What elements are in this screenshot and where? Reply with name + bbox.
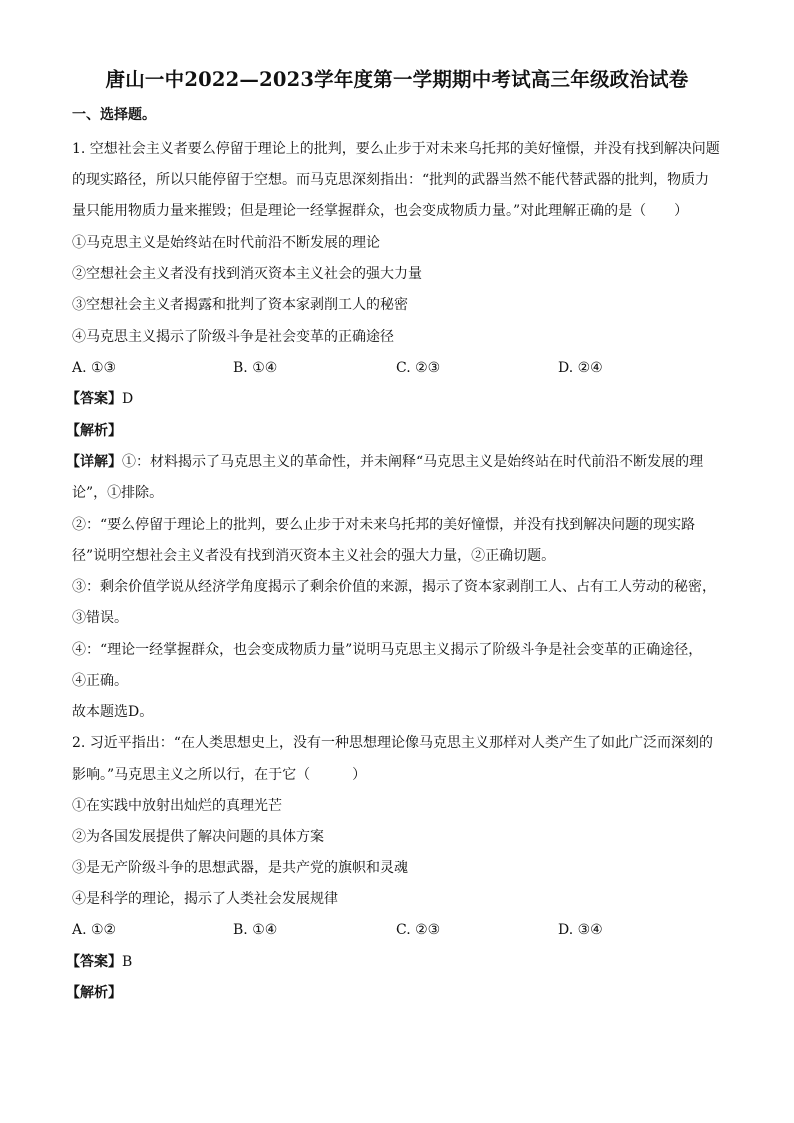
section-heading: 一、选择题。: [72, 107, 156, 123]
q1-statement-3: ③空想社会主义者揭露和批判了资本家剥削工人的秘密: [72, 297, 408, 313]
q2-analysis-label: 【解析】: [66, 985, 122, 1001]
q1-detail-line-8: ④正确。: [72, 673, 128, 689]
q1-detail-line-6: ③错误。: [72, 610, 128, 626]
q1-analysis-label: 【解析】: [66, 423, 122, 439]
q1-answer: [66, 389, 133, 409]
q1-statement-1: ①马克思主义是始终站在时代前沿不断发展的理论: [72, 235, 380, 251]
q1-detail-line-1: [66, 452, 703, 472]
q1-detail-line-9: 故本题选D。: [72, 704, 154, 720]
q1-stem-line-1: 1. 空想社会主义者要么停留于理论上的批判，要么止步于对未来乌托邦的美好憧憬，并没有找到解决问题: [72, 141, 720, 157]
q1-detail-line-5: ③：剩余价值学说从经济学角度揭示了剩余价值的来源，揭示了资本家剥削工人、占有工人劳动的秘密，: [72, 579, 716, 595]
q2-statement-1: ①在实践中放射出灿烂的真理光芒: [72, 798, 282, 814]
q1-statement-2: ②空想社会主义者没有找到消灭资本主义社会的强大力量: [72, 266, 422, 282]
q1-detail-line-4: 径”说明空想社会主义者没有找到消灭资本主义社会的强大力量，②正确切题。: [72, 548, 556, 564]
q1-detail-text-1: ①：材料揭示了马克思主义的革命性，并未阐释“马克思主义是始终站在时代前沿不断发展的理: [122, 454, 704, 470]
q1-detail-label: 【详解】: [66, 454, 122, 470]
q1-option-d: D. ②④: [558, 360, 603, 376]
q2-answer-value: B: [122, 954, 133, 970]
q2-option-d: D. ③④: [558, 922, 603, 938]
q1-option-b: B. ①④: [233, 360, 278, 376]
q1-statement-4: ④马克思主义揭示了阶级斗争是社会变革的正确途径: [72, 329, 394, 345]
q2-answer-label: 【答案】: [66, 954, 122, 970]
q1-detail-line-7: ④：“理论一经掌握群众，也会变成物质力量”说明马克思主义揭示了阶级斗争是社会变革的正确途径，: [72, 642, 703, 658]
q1-detail-line-2: 论”，①排除。: [72, 485, 164, 501]
q2-option-c: C. ②③: [396, 922, 441, 938]
q1-stem-line-2: 的现实路径，所以只能停留于空想。而马克思深刻指出：“批判的武器当然不能代替武器的批判，物质力: [72, 172, 710, 188]
q2-statement-3: ③是无产阶级斗争的思想武器，是共产党的旗帜和灵魂: [72, 860, 408, 876]
q1-detail-line-3: ②：“要么停留于理论上的批判，要么止步于对未来乌托邦的美好憧憬，并没有找到解决问题的现实路: [72, 517, 696, 533]
exam-title: 唐山一中2022—2023学年度第一学期期中考试高三年级政治试卷: [105, 68, 689, 91]
q1-option-a: A. ①③: [72, 360, 117, 376]
q2-option-a: A. ①②: [72, 922, 117, 938]
q2-stem-line-2: 影响。”马克思主义之所以行，在于它（ ）: [72, 767, 367, 783]
q2-statement-4: ④是科学的理论，揭示了人类社会发展规律: [72, 891, 338, 907]
q2-statement-2: ②为各国发展提供了解决问题的具体方案: [72, 829, 324, 845]
q2-option-b: B. ①④: [233, 922, 278, 938]
q1-answer-value: D: [122, 391, 134, 407]
q1-stem-line-3: 量只能用物质力量来摧毁；但是理论一经掌握群众，也会变成物质力量。”对此理解正确的是（ ）: [72, 203, 689, 219]
q2-answer: [66, 952, 132, 972]
q1-option-c: C. ②③: [396, 360, 441, 376]
q2-stem-line-1: 2. 习近平指出：“在人类思想史上，没有一种思想理论像马克思主义那样对人类产生了如此广泛而深刻的: [72, 735, 713, 751]
q1-answer-label: 【答案】: [66, 391, 122, 407]
